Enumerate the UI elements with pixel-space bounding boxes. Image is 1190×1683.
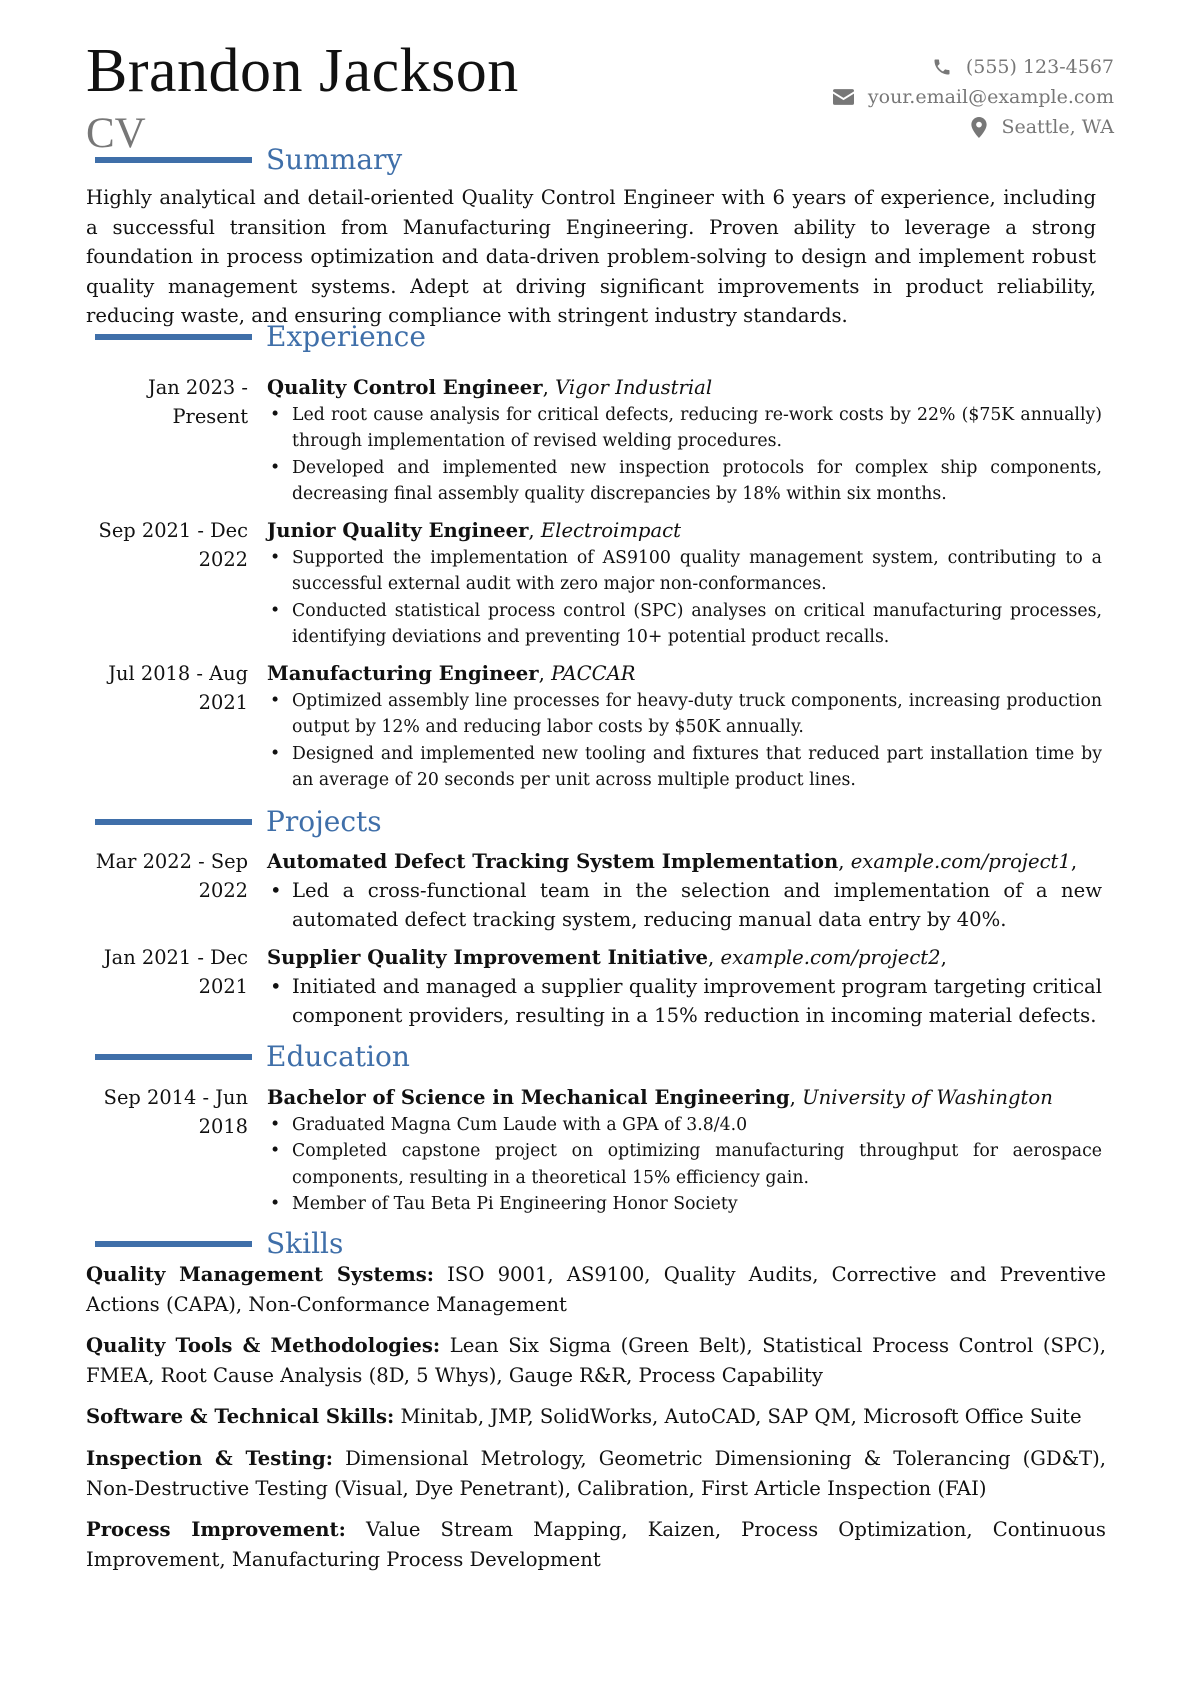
organization: PACCAR (551, 662, 636, 685)
skill-label: Process Improvement: (86, 1518, 346, 1542)
entry-date: Jan 2021 - Dec 2021 (103, 946, 248, 998)
skill-item (86, 1402, 1106, 1432)
map-marker-icon (971, 117, 987, 138)
section-divider-bar (95, 819, 252, 825)
organization: Vigor Industrial (555, 376, 713, 399)
project-link[interactable]: example.com/project2 (720, 946, 941, 969)
bullet-item: • Member of Tau Beta Pi Engineering Honor Society (267, 1191, 1102, 1217)
bullet-list (267, 688, 1102, 794)
entry-date: Sep 2014 - Jun 2018 (103, 1086, 248, 1138)
bullet-item: • Initiated and managed a supplier quality improvement program targeting critical component providers, resulting in a 15% reduction in incoming material defects. (267, 972, 1102, 1031)
candidate-name: Brandon Jackson (86, 37, 519, 105)
entry-heading: Supplier Quality Improvement Initiative, example.com/project2, (267, 946, 947, 969)
skill-label: Quality Management Systems: (86, 1263, 434, 1286)
entry-date: Mar 2022 - Sep 2022 (95, 850, 248, 902)
envelope-icon (833, 89, 854, 105)
skills-section-header (95, 1227, 344, 1260)
project-title: Supplier Quality Improvement Initiative (267, 946, 708, 969)
institution: University of Washington (802, 1086, 1053, 1109)
phone-icon (932, 57, 952, 77)
bullet-list (267, 876, 1102, 935)
document-subtitle: CV (86, 110, 146, 157)
bullet-list (267, 545, 1102, 651)
summary-text: Highly analytical and detail-oriented Quality Control Engineer with 6 years of experience, including a successful transition from Manufacturing Engineering. Proven ability to leverage a strong foundation in process optimization and data-driven problem-solving to design and implement robust quality management systems. Adept at driving significant improvements in product reliability, reducing waste, and ensuring compliance with stringent industry standards. (86, 186, 1096, 328)
email-link[interactable]: your.email@example.com (867, 86, 1114, 108)
entry-heading: Manufacturing Engineer, PACCAR (267, 662, 636, 685)
degree-title: Bachelor of Science in Mechanical Engineering (267, 1086, 790, 1109)
location-text: Seattle, WA (1001, 116, 1114, 138)
section-title: Skills (266, 1227, 344, 1260)
bullet-list (267, 1112, 1102, 1218)
project-link[interactable]: example.com/project1 (850, 850, 1071, 873)
section-title: Summary (266, 143, 403, 176)
bullet-item: • Supported the implementation of AS9100 quality management system, contributing to a successful external audit with zero major non-conformances. (267, 545, 1102, 598)
skill-item (86, 1515, 1106, 1574)
skill-value: Lean Six Sigma (Green Belt), Statistical Process Control (SPC), FMEA, Root Cause Analysis (8D, 5 Whys), Gauge R&R, Process Capability (86, 1334, 1106, 1387)
education-section-header (95, 1040, 410, 1073)
job-title: Quality Control Engineer (267, 376, 543, 399)
bullet-item: • Completed capstone project on optimizing manufacturing throughput for aerospace components, resulting in a theoretical 15% efficiency gain. (267, 1138, 1102, 1191)
projects-section-header (95, 805, 382, 838)
entry-heading: Automated Defect Tracking System Implementation, example.com/project1, (267, 850, 1078, 873)
contact-info (833, 52, 1114, 142)
entry-date: Sep 2021 - Dec 2022 (98, 519, 248, 571)
bullet-item: • Designed and implemented new tooling and fixtures that reduced part installation time by an average of 20 seconds per unit across multiple product lines. (267, 741, 1102, 794)
skill-label: Software & Technical Skills: (86, 1405, 395, 1429)
job-title: Manufacturing Engineer (267, 662, 539, 685)
project-title: Automated Defect Tracking System Implementation (267, 850, 839, 873)
section-divider-bar (95, 1241, 252, 1247)
contact-location (833, 112, 1114, 142)
section-title: Projects (266, 805, 382, 838)
skill-value: ISO 9001, AS9100, Quality Audits, Corrective and Preventive Actions (CAPA), Non-Conformance Management (86, 1263, 1106, 1316)
entry-date: Jul 2018 - Aug 2021 (108, 662, 248, 714)
entry-date: Jan 2023 - Present (147, 376, 248, 428)
entry-heading: Quality Control Engineer, Vigor Industrial (267, 376, 713, 399)
job-title: Junior Quality Engineer (267, 519, 529, 542)
bullet-item: • Conducted statistical process control (SPC) analyses on critical manufacturing processes, identifying deviations and preventing 10+ potential product recalls. (267, 598, 1102, 651)
skill-item (86, 1444, 1106, 1503)
entry-heading: Junior Quality Engineer, Electroimpact (267, 519, 681, 542)
bullet-item: • Developed and implemented new inspection protocols for complex ship components, decreasing final assembly quality discrepancies by 18% within six months. (267, 455, 1102, 508)
experience-section-header (95, 320, 426, 353)
bullet-item: • Led a cross-functional team in the selection and implementation of a new automated defect tracking system, reducing manual data entry by 40%. (267, 876, 1102, 935)
section-title: Experience (266, 320, 426, 353)
organization: Electroimpact (540, 519, 681, 542)
skill-item (86, 1331, 1106, 1390)
contact-phone (833, 52, 1114, 82)
skill-label: Inspection & Testing: (86, 1446, 333, 1470)
summary-section-header (95, 143, 403, 176)
skill-label: Quality Tools & Methodologies: (86, 1334, 441, 1358)
entry-heading: Bachelor of Science in Mechanical Engineering, University of Washington (267, 1086, 1053, 1109)
phone-text: (555) 123-4567 (965, 56, 1114, 78)
contact-email (833, 82, 1114, 112)
section-title: Education (266, 1040, 410, 1073)
skill-value: Minitab, JMP, SolidWorks, AutoCAD, SAP QM, Microsoft Office Suite (400, 1405, 1082, 1429)
bullet-item: • Led root cause analysis for critical defects, reducing re-work costs by 22% ($75K annually) through implementation of revised welding procedures. (267, 402, 1102, 455)
skill-value: Dimensional Metrology, Geometric Dimensioning & Tolerancing (GD&T), Non-Destructive Testing (Visual, Dye Penetrant), Calibration, First Article Inspection (FAI) (86, 1446, 1106, 1500)
skill-value: Value Stream Mapping, Kaizen, Process Optimization, Continuous Improvement, Manufacturing Process Development (86, 1518, 1106, 1571)
bullet-item: • Optimized assembly line processes for heavy-duty truck components, increasing production output by 12% and reducing labor costs by $50K annually. (267, 688, 1102, 741)
bullet-item: • Graduated Magna Cum Laude with a GPA of 3.8/4.0 (267, 1112, 1102, 1138)
section-divider-bar (95, 1054, 252, 1060)
section-divider-bar (95, 334, 252, 340)
section-divider-bar (95, 157, 252, 163)
skill-item (86, 1260, 1106, 1319)
bullet-list (267, 972, 1102, 1031)
bullet-list (267, 402, 1102, 508)
skills-list (86, 1260, 1106, 1586)
